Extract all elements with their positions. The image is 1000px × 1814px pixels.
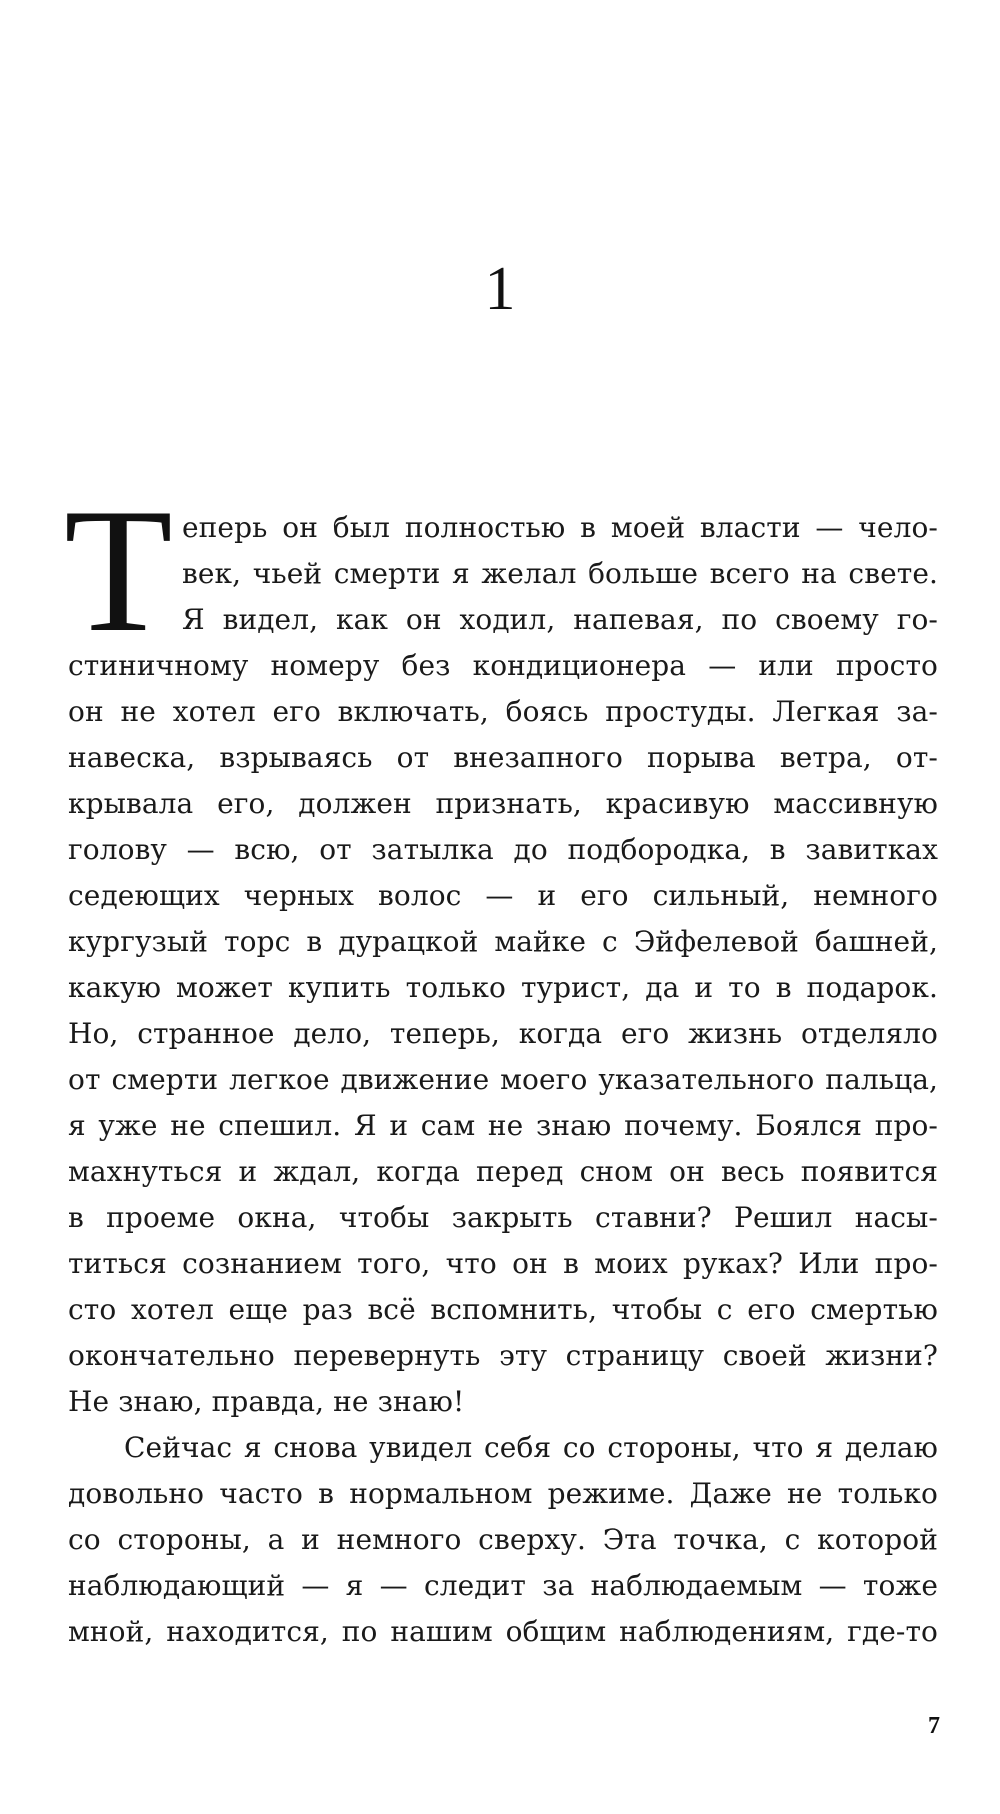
text-line: со стороны, а и немного сверху. Эта точка, с которой (68, 1523, 938, 1556)
text-line: махнуться и ждал, когда перед сном он весь появится (68, 1155, 938, 1188)
text-line: довольно часто в нормальном режиме. Даже не только (68, 1477, 938, 1510)
text-line: голову — всю, от затылка до подбородка, в завитках (68, 833, 938, 866)
text-line: он не хотел его включать, боясь простуды. Легкая за- (68, 695, 938, 728)
text-line: век, чьей смерти я желал больше всего на свете. (182, 557, 938, 590)
text-line: сто хотел еще раз всё вспомнить, чтобы с его смертью (68, 1293, 938, 1326)
text-line: титься сознанием того, что он в моих руках? Или про- (68, 1247, 938, 1280)
paragraph (68, 505, 938, 1425)
paragraph (68, 1425, 938, 1655)
text-line: окончательно перевернуть эту страницу своей жизни? (68, 1339, 938, 1372)
text-line: кургузый торс в дурацкой майке с Эйфелевой башней, (68, 925, 938, 958)
text-line: Не знаю, правда, не знаю! (68, 1385, 465, 1418)
text-line: еперь он был полностью в моей власти — чело- (182, 511, 938, 544)
text-line: от смерти легкое движение моего указательного пальца, (68, 1063, 938, 1096)
text-line: Я видел, как он ходил, напевая, по своему го- (182, 603, 938, 636)
drop-cap-letter: Т (64, 471, 173, 669)
text-line: мной, находится, по нашим общим наблюдениям, где-то (68, 1615, 938, 1648)
text-line: крывала его, должен признать, красивую массивную (68, 787, 938, 820)
text-line: стиничному номеру без кондиционера — или просто (68, 649, 938, 682)
text-line: Но, странное дело, теперь, когда его жизнь отделяло (68, 1017, 938, 1050)
text-line: наблюдающий — я — следит за наблюдаемым — тоже (68, 1569, 938, 1602)
text-line: я уже не спешил. Я и сам не знаю почему. Боялся про- (68, 1109, 938, 1142)
body-text (68, 505, 938, 1655)
text-line: седеющих черных волос — и его сильный, немного (68, 879, 938, 912)
text-line: Сейчас я снова увидел себя со стороны, что я делаю (124, 1431, 938, 1464)
text-line: навеска, взрываясь от внезапного порыва ветра, от- (68, 741, 938, 774)
page-number: 7 (928, 1713, 940, 1739)
chapter-number: 1 (484, 255, 516, 323)
text-line: в проеме окна, чтобы закрыть ставни? Решил насы- (68, 1201, 938, 1234)
text-line: какую может купить только турист, да и то в подарок. (68, 971, 938, 1004)
